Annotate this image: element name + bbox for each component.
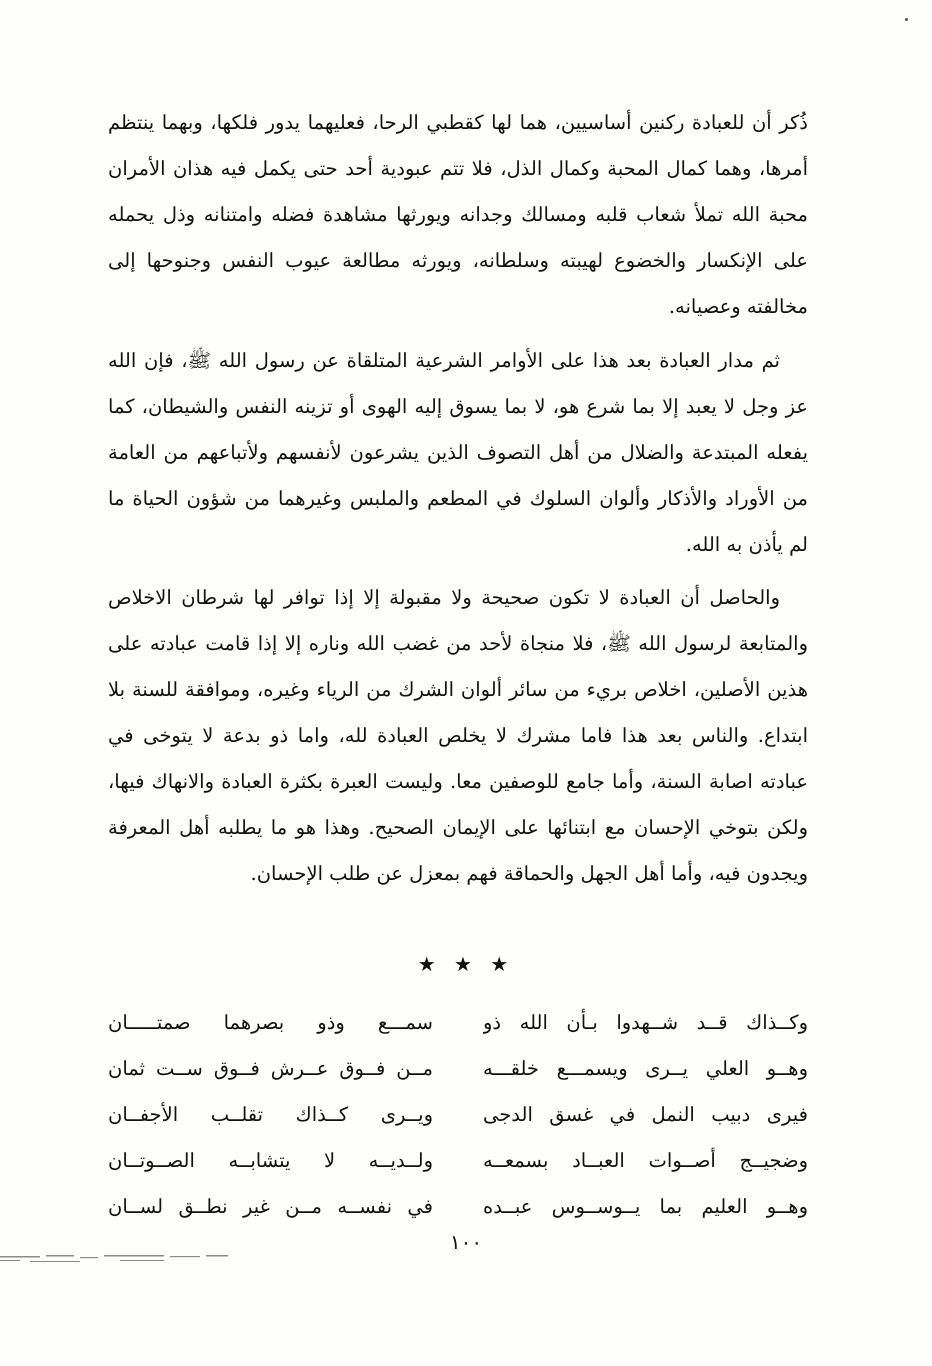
verse-second-hemistich: سمـــع وذو بصرهما صمتـــــان <box>108 1011 433 1034</box>
paragraph-1 <box>108 100 808 330</box>
paragraph-text: ثم مدار العبادة بعد هذا على الأوامر الشرعية المتلقاة عن رسول الله ﷺ، فإن الله عز وجل لا يعبد إلا بما شرع هو، لا بما يسوق إليه الهوى أو تزينه النفس والشيطان، كما يفعله المبتدعة والضلال من أهل التصوف الذين يشرعون لأنفسهم ولأتباعهم من العامة من الأوراد والأذكار وألوان السلوك في المطعم والملبس وغيرهما من شؤون الحياة ما لم يأذن به الله. <box>108 349 808 556</box>
section-separator: ★ ★ ★ <box>417 952 515 976</box>
verse-second-hemistich: في نفســه مــن غير نطــق لســان <box>108 1195 433 1218</box>
verse-second-hemistich: ولــديــه لا يتشابــه الصــوتــان <box>108 1149 433 1172</box>
paragraph-text: ذُكر أن للعبادة ركنين أساسيين، هما لها كقطبي الرحا، فعليهما يدور فلكها، وبهما ينتظم أمرها، وهما كمال المحبة وكمال الذل، فلا تتم عبودية أحد حتى يكمل فيه هذان الأمران محبة الله تملأ شعاب قلبه ومسالك وجدانه ويورثها مشاهدة فضله وامتنانه وذل يحمله على الإنكسار والخضوع لهيبته وسلطانه، ويورثه مطالعة عيوب النفس وجنوحها إلى مخالفته وعصيانه. <box>108 111 808 318</box>
paragraph-2 <box>108 338 808 568</box>
poem-verse <box>108 1184 808 1230</box>
verse-first-hemistich: وكــذاك قــد شــهدوا بـأن الله ذو <box>483 1011 808 1034</box>
scan-artifact <box>905 18 908 21</box>
scan-artifact <box>0 1250 260 1264</box>
verse-first-hemistich: وهــو العلي يــرى ويسمـــع خلقـــه <box>483 1057 808 1080</box>
verse-first-hemistich: وهــو العليم بما يــوســوس عبــده <box>483 1195 808 1218</box>
verse-first-hemistich: وضجيــج أصــوات العبــاد بسمعــه <box>483 1149 808 1172</box>
poem-verse <box>108 1138 808 1184</box>
poem-verse <box>108 1046 808 1092</box>
verse-second-hemistich: ويــرى كــذاك تقلــب الأجفــان <box>108 1103 433 1126</box>
poem-verse <box>108 1000 808 1046</box>
verse-first-hemistich: فيرى دبيب النمل في غسق الدجى <box>483 1103 808 1126</box>
poem <box>108 1000 808 1230</box>
paragraph-3 <box>108 575 808 897</box>
page-number: ١٠٠ <box>449 1230 483 1254</box>
poem-verse <box>108 1092 808 1138</box>
paragraph-text: والحاصل أن العبادة لا تكون صحيحة ولا مقبولة إلا إذا توافر لها شرطان الاخلاص والمتابعة لرسول الله ﷺ، فلا منجاة لأحد من غضب الله وناره إلا إذا قامت عبادته على هذين الأصلين، اخلاص بريء من سائر ألوان الشرك من الرياء وغيره، وموافقة للسنة بلا ابتداع. والناس بعد هذا فاما مشرك لا يخلص العبادة لله، واما ذو بدعة لا يتوخى في عبادته اصابة السنة، وأما جامع للوصفين معا. وليست العبرة بكثرة العبادة والانهاك فيها، ولكن بتوخي الإحسان مع ابتنائها على الإيمان الصحيح. وهذا هو ما يطلبه أهل المعرفة ويجدون فيه، وأما أهل الجهل والحماقة فهم بمعزل عن طلب الإحسان. <box>108 586 808 885</box>
verse-second-hemistich: مــن فــوق عــرش فــوق ســت ثمان <box>108 1057 433 1080</box>
